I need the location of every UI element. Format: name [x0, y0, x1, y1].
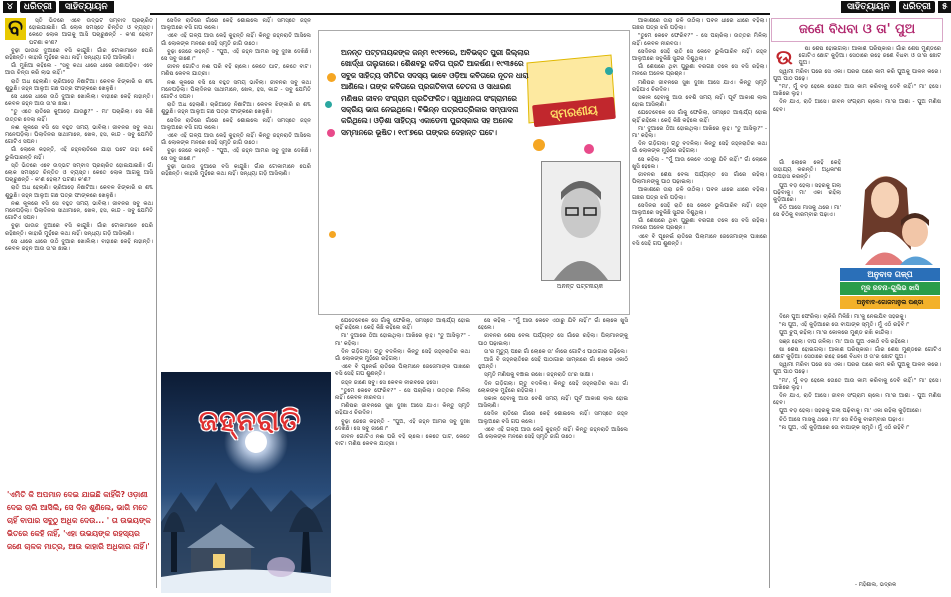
left-header — [3, 1, 114, 13]
paragraph: ଦିନ ଯାଏ, ରାତି ଆସେ। ଜୀବନ ସଂଗ୍ରାମ ଚାଲେ। ମା'ର ଆଶା - ପୁଅ ମଣିଷ ହେବ। — [773, 393, 941, 407]
paragraph: ନଈ କୂଳରେ ବସି ସେ ବହୁତ ସମୟ ଭାବିଲା। ଜୀବନର ସବୁ କଥା ମନେପଡ଼ିଲା। ପିଲାଦିନର ସାଥୀମାନେ, ଖେଳ, ହସ, କାନ୍ଦ - ସବୁ ଯେମିତି ଗୋଟିଏ ସପନ। — [5, 200, 153, 222]
paragraph: ଦିନ ଗଡ଼ିଗଲା। ଋତୁ ବଦଳିଲା। କିନ୍ତୁ ସେହି ଜହ୍ନରାତିର କଥା ଗାଁ ଲୋକଙ୍କ ମୁହଁରେ ରହିଗଲା। — [478, 380, 628, 394]
paragraph: ସ୍ମୃତି ମଣିଷକୁ ବଞ୍ଚାଇ ରଖେ। ଜହ୍ନରାତି ତା'ର ସାକ୍ଷୀ। — [484, 372, 593, 379]
paragraph: ତା'ର ମୃତ୍ୟୁ ପରେ ଗାଁ ଲୋକେ ତା' ନାଁରେ ଗୋଟିଏ ପାଠାଗାର ଗଢ଼ିଲେ। — [484, 348, 628, 355]
paragraph: ଆଜି ବି ଜହ୍ନରାତିରେ ସେହି ପାଠାଗାର ସାମ୍ନାରେ ଗାଁ ଲୋକେ ଏକାଠି ହୁଅନ୍ତି। — [478, 357, 628, 371]
right-story-body — [773, 314, 941, 580]
byline-box — [840, 268, 940, 310]
right-paper-tag: ଧରିତ୍ରୀ — [899, 1, 935, 13]
paragraph: "ତୁମେ କେବେ ଫେରିବ?" - ସେ ପଚାରିଲା। ଉତ୍ତର ମିଳିଲା ନାହିଁ। କେବଳ ନୀରବତା। — [632, 33, 767, 47]
paragraph: ସଞ୍ଜ ହେଲା। ଦୀପ ଜଳିଲା। ମା' ଆଉ ପୁଅ ଏକାଠି ବସି ରହିଲେ। — [779, 338, 909, 345]
paragraph: ସେ କହିଲା - "ମୁଁ ଆଉ କେବେ ଏଠାରୁ ଯିବି ନାହିଁ।" ଗାଁ ଲୋକେ ଖୁସି ହେଲେ। — [632, 156, 767, 170]
paragraph: "ମା', ମୁଁ ବଡ଼ ହେଲେ ତୋତେ ଆଉ କାମ କରିବାକୁ ଦେବି ନାହିଁ।" ମା' ହସେ। ଆଖିରେ ଲୁହ। — [773, 377, 941, 391]
paragraph: ଗାଁ ମୁଖିଆ କହିଲେ - "ସବୁ କଥା ଧୀରେ ଧୀରେ ଜଣାପଡ଼ିବ। ଏବେ ଆଉ ଚିନ୍ତା କରି ଲାଭ ନାହିଁ।" — [5, 63, 153, 77]
paragraph: ସକାଳ ହେବାକୁ ଆଉ ବେଶି ସମୟ ନାହିଁ। ପୂର୍ବ ଆକାଶ ଲାଲ ହୋଇ ଆସିଲାଣି। — [478, 396, 628, 410]
right-page-number: ୫ — [938, 1, 951, 13]
paragraph: ଜୀବନ ଗୋଟିଏ ନଈ ପରି ବହି ଚାଲେ। କେତେ ଘାଟ, କେତେ ବାଟ। ମଣିଷ କେବଳ ଯାତ୍ରୀ। — [161, 64, 311, 78]
mother-child-illustration — [845, 160, 940, 265]
paragraph: ଦିନ ଗଡ଼ିଗଲା। ଋତୁ ବଦଳିଲା। କିନ୍ତୁ ସେହି ଜହ୍ନରାତିର କଥା ଗାଁ ଲୋକଙ୍କ ମୁହଁରେ ରହିଗଲା। — [632, 141, 767, 155]
paragraph: ଦିନ ଯାଏ, ରାତି ଆସେ। ଜୀବନ ସଂଗ୍ରାମ ଚାଲେ। ମା'ର ଆଶା - ପୁଅ ମଣିଷ ହେବ। — [773, 99, 941, 113]
paragraph: ବୁଢ଼ୀ ଭାଉଜ ଦୁଆରେ ବସି କାନ୍ଦୁଛି। ଗାଁର ଟୋକାମାନେ ଘେରି ରହିଛନ୍ତି। କାହାରି ମୁହଁରେ କଥା ନାହିଁ। ସନ୍ଧ୍ୟା ଗଡ଼ି ଆସିଲାଣି। — [5, 47, 153, 62]
paragraph: ଦିନେ ପୁଅ ଫେରିଲା। ଚାକିରି ମିଳିଛି। ମା'କୁ ନେଇଯିବ ସହରକୁ। — [779, 314, 907, 320]
decor-dot — [327, 73, 336, 82]
right-story-intro — [773, 46, 941, 158]
night-illustration — [161, 372, 331, 593]
paragraph: ରାତି ଅଧ ହେଲାଣି। ଚାରିଆଡ଼େ ନିଛାଟିଆ। କେବଳ ଝିଙ୍କାରି ର ଶବ୍ଦ ଶୁଭୁଛି। ଜହ୍ନ ଆଲୁଅ ଗଛ ପତ୍ର ଫାଙ୍କରେ ଖେଳୁଛି। — [5, 78, 153, 92]
paragraph: ଗାଁ ଶେଷରେ ଥିବା ପୁରୁଣା ବରଗଛ ତଳେ ସେ ବସି ରହିଲା। ମନରେ ଅନେକ ପ୍ରଶ୍ନ। — [632, 64, 767, 78]
paragraph: ମା' ଦୁଆରେ ଠିଆ ହୋଇଥିଲା। ଆଖିରେ ଲୁହ। "ତୁ ଆସିଲୁ?" - ମା' କହିଲା। — [632, 125, 767, 140]
paragraph: ଏବେ ଏହି ଗଳ୍ପ ଆଉ କେହି କୁହନ୍ତି ନାହିଁ। କିନ୍ତୁ ଜହ୍ନରାତି ଆସିଲେ ଗାଁ ଲୋକଙ୍କ ମନରେ ସେହି ସ୍ମୃତି ଜାଗି ଉଠେ। — [161, 33, 311, 47]
left-page-number: ୪ — [3, 1, 17, 13]
paragraph: ଚିଠି ଆସେ ମାସକୁ ଥରେ। ମା' ସେ ଚିଠିକୁ ବାରମ୍ବାର ପଢ଼ାଏ। — [773, 205, 841, 219]
decor-dot — [327, 129, 335, 137]
paragraph: ଯେତେବେଳେ ସେ ଗାଁକୁ ଫେରିଲା, ସମସ୍ତେ ଆଶ୍ଚର୍ଯ୍ୟ ହୋଇ ଚାହିଁ ରହିଲେ। କେହି କିଛି କହିଲେ ନାହିଁ। — [632, 110, 767, 124]
paragraph: ସେଦିନ ରାତିରେ ଗାଁରେ କେହି ଶୋଇଲେ ନାହିଁ। ସମସ୍ତେ ଜହ୍ନ ଆଲୁଅରେ ବସି ଗପ କଲେ। — [161, 117, 311, 131]
paragraph: ସେ କହିଲା - "ମୁଁ ଆଉ କେବେ ଏଠାରୁ ଯିବି ନାହିଁ।" ଗାଁ ଲୋକେ ଖୁସି ହେଲେ। — [478, 318, 628, 332]
photo-caption: ଅନନ୍ତ ପଟ୍ଟନାୟକ — [556, 283, 604, 290]
paragraph: ଷା ଶେଷ ହୋଇଗଲା। ଆକାଶ ପରିଷ୍କାର। ଗାଁର ଶେଷ ମୁଣ୍ଡରେ ଗୋଟିଏ ଛୋଟ କୁଡ଼ିଆ। ସେଠାରେ ରହେ ଜଣେ ବିଧବା ଓ ତା'ର ଛୋଟ ପୁଅ। — [798, 46, 941, 67]
paragraph: ଜୀବନ ଗୋଟିଏ ନଈ ପରି ବହି ଚାଲେ। କେତେ ଘାଟ, କେତେ ବାଟ। ମଣିଷ କେବଳ ଯାତ୍ରୀ। — [335, 434, 470, 448]
paragraph: ବୁଢ଼ୀ ଭାଉଜ ଦୁଆରେ ବସି କାନ୍ଦୁଛି। ଗାଁର ଟୋକାମାନେ ଘେରି ରହିଛନ୍ତି। କାହାରି ମୁହଁରେ କଥା ନାହିଁ। ସନ୍ଧ୍ୟା ଗଡ଼ି ଆସିଲାଣି। — [5, 223, 153, 237]
decor-dot — [329, 231, 336, 238]
paragraph: ସ୍ୱାମୀ ମରିବା ପରେ ସେ ଏକା। ପରର ଘରେ କାମ କରି ପୁଅକୁ ପାଳନ କରେ। ପୁଅ ପାଠ ପଢ଼େ। — [773, 362, 941, 376]
pull-quote: 'ଏମିତି କି ଅପମାନ ଦେଇ ଯାଇଛି କାହିଁକି? ଓଡ଼ାଣୀ ଦେଇ ଚାଲି ଆସିଲି, ସେ ଦିନ ଶୁଣିଲେ, ଭାଗି ମତେ ଚାହିଁ ବାପାର ସବୁଠୁ ଅଧିକ ଦେଉ... ' ତା ଉଭୟଙ୍କ ଭିତରେ କେହି ନାହିଁ, 'ଏହା ଉଭୟଙ୍କ ରହସ୍ୟର ଜଣେ ଚାଳକ ମାତ୍ର, ଆଉ କାହାରି ଅଧିକାର ନାହିଁ।' — [7, 490, 151, 551]
paragraph: "ନା ପୁଅ, ଏହି କୁଡ଼ିଆରେ ତୋ ବାପାଙ୍କ ସ୍ମୃତି। ମୁଁ ଏଠି ରହିବି।" — [779, 322, 910, 329]
story-column-4 — [632, 18, 767, 588]
decor-dot — [325, 101, 332, 108]
paragraph: ଏବେ ଏହି ଗଳ୍ପ ଆଉ କେହି କୁହନ୍ତି ନାହିଁ। କିନ୍ତୁ ଜହ୍ନରାତି ଆସିଲେ ଗାଁ ଲୋକଙ୍କ ମନରେ ସେହି ସ୍ମୃତି ଜାଗି ଉଠେ। — [478, 426, 628, 441]
author-photo — [541, 161, 621, 281]
paragraph: ସକାଳ ହେବାକୁ ଆଉ ବେଶି ସମୟ ନାହିଁ। ପୂର୍ବ ଆକାଶ ଲାଲ ହୋଇ ଆସିଲାଣି। — [632, 95, 767, 109]
paragraph: ସେଦିନ ରାତିରେ ଗାଁରେ କେହି ଶୋଇଲେ ନାହିଁ। ସମସ୍ତେ ଜହ୍ନ ଆଲୁଅରେ ବସି ଗପ କଲେ। — [161, 18, 311, 32]
paragraph: ସେଦିନର ସେହି ରାତି ସେ କେବେ ଭୁଲିପାରିବ ନାହିଁ। ଜହ୍ନ ଆଲୁଅରେ ସବୁକିଛି ସୁନ୍ଦର ଦିଶୁଥିଲା। — [632, 202, 767, 217]
paragraph: ଜୀବନର ଶେଷ ବେଳା ପର୍ଯ୍ୟନ୍ତ ସେ ଗାଁରେ ରହିଲା। ପିଲାମାନଙ୍କୁ ପାଠ ପଢ଼ାଇଲା। — [632, 172, 767, 186]
page-header — [0, 0, 948, 14]
byline-label: ଅନୁବାଦ ଗଳ୍ପ — [840, 268, 940, 281]
paragraph: ଗାଁ ଶେଷରେ ଥିବା ପୁରୁଣା ବରଗଛ ତଳେ ସେ ବସି ରହିଲା। ମନରେ ଅନେକ ପ୍ରଶ୍ନ। — [632, 218, 767, 232]
column-divider — [769, 18, 770, 588]
paragraph: ବୁଢ଼ା ଜେଜେ କହନ୍ତି - "ପୁଅ, ଏହି ଜହ୍ନ ଆମର ସବୁ ଦୁଃଖ ଦେଖିଛି। ସେ ସବୁ ଜାଣେ।" — [335, 418, 470, 432]
paragraph: ରାତି ଅଧ ହେଲାଣି। ଚାରିଆଡ଼େ ନିଛାଟିଆ। କେବଳ ଝିଙ୍କାରି ର ଶବ୍ଦ ଶୁଭୁଛି। ଜହ୍ନ ଆଲୁଅ ଗଛ ପତ୍ର ଫାଙ୍କରେ ଖେଳୁଛି। — [161, 102, 311, 116]
story-column-5 — [335, 318, 470, 593]
paragraph: ସେଦିନର ସେହି ରାତି ସେ କେବେ ଭୁଲିପାରିବ ନାହିଁ। ଜହ୍ନ ଆଲୁଅରେ ସବୁକିଛି ସୁନ୍ଦର ଦିଶୁଥିଲା। — [632, 48, 767, 63]
byline-translator: ଅନୁବାଦ–ଗୋଜମାନୁଲ ପଣ୍ଡା — [840, 296, 940, 309]
paragraph: ସେ ଧୀରେ ଧୀରେ ଉଠି ଦୁଆର ଖୋଲିଲା। ବାହାରେ କେହି ନାହାନ୍ତି। କେବଳ ଜହ୍ନ ଆଉ ତା'ର ଛାଇ। — [5, 238, 153, 253]
paragraph: ଏବେ ବି ପୂନେଇଁ ରାତିରେ ପିଲାମାନେ ଜେଜେମାଙ୍କ ପାଖରେ ବସି ସେହି ଗପ ଶୁଣନ୍ତି। — [632, 233, 767, 247]
paragraph: "ତୁ ଏତେ ରାତିରେ କୁଆଡ଼େ ଯାଉଛୁ?" - ମା' ପଚାରିଲା। ସେ କିଛି ଉତ୍ତର ଦେଲା ନାହିଁ। — [5, 109, 153, 123]
paragraph: ସ୍ତି ଭିତରେ ଏବେ ଉଦ୍ଭଟ ସମ୍ବାଦ ପ୍ରଚାରିତ ହୋଇଯାଇଛି। ଗାଁ ଲୋକ ସମସ୍ତେ ଚିନ୍ତିତ ଓ ବ୍ୟସ୍ତ। କେତେ ଲୋକ ଆଗକୁ ଆସି ପଚାରୁଛନ୍ତି - କ'ଣ ହେଲା? ଘଟଣା କ'ଣ? — [5, 162, 153, 184]
paragraph: ଗାଁ ଲୋକେ କେହି କେହି ସାହାଯ୍ୟ କରନ୍ତି। ଅଧିକାଂଶ ଉପହାସ କରନ୍ତି। — [773, 160, 841, 181]
paragraph: ନଈ କୂଳରେ ବସି ସେ ବହୁତ ସମୟ ଭାବିଲା। ଜୀବନର ସବୁ କଥା ମନେପଡ଼ିଲା। ପିଲାଦିନର ସାଥୀମାନେ, ଖେଳ, ହସ, କାନ୍ଦ - ସବୁ ଯେମିତି ଗୋଟିଏ ସପନ। — [5, 124, 153, 146]
left-section-title: ସାହିତ୍ୟାୟନ — [59, 1, 114, 13]
paragraph: ସ୍ୱାମୀ ମରିବା ପରେ ସେ ଏକା। ପରର ଘରେ କାମ କରି ପୁଅକୁ ପାଳନ କରେ। ପୁଅ ପାଠ ପଢ଼େ। — [773, 68, 941, 82]
story-column-2 — [161, 18, 311, 368]
paragraph: ଆକାଶରେ ତାରା ଜଳି ଉଠିଲା। ପବନ ଧୀରେ ଧୀରେ ବହିଲା। ଗଛର ପତ୍ର ଝରି ପଡ଼ିଲା। — [632, 18, 767, 32]
paragraph: ମଣିଷର ଜୀବନରେ ସୁଖ ଦୁଃଖ ଆସେ ଯାଏ। କିନ୍ତୁ ସ୍ମୃତି ରହିଯାଏ ଚିରଦିନ। — [335, 403, 470, 417]
biography-title: ସ୍ମରଣୀୟ — [532, 97, 616, 127]
dropcap: ବ — [5, 18, 26, 40]
byline-original: ମୂଳ ରଚନା–ଗୁଲିଭ ଝାସି — [840, 282, 940, 295]
paragraph: ଷା ଶେଷ ହୋଇଗଲା। ଆକାଶ ପରିଷ୍କାର। ଗାଁର ଶେଷ ମୁଣ୍ଡରେ ଗୋଟିଏ ଛୋଟ କୁଡ଼ିଆ। ସେଠାରେ ରହେ ଜଣେ ବିଧବା ଓ ତା'ର ଛୋଟ ପୁଅ। — [773, 346, 941, 361]
portrait-illustration — [845, 160, 940, 265]
paragraph: ପୁଅ ଚୁପ୍ ରହିଲା। ମା'ର କୋଳରେ ମୁଣ୍ଡ ରଖି କାନ୍ଦିଲା। — [779, 330, 892, 337]
paragraph: ନଈ କୂଳରେ ବସି ସେ ବହୁତ ସମୟ ଭାବିଲା। ଜୀବନର ସବୁ କଥା ମନେପଡ଼ିଲା। ପିଲାଦିନର ସାଥୀମାନେ, ଖେଳ, ହସ, କାନ୍ଦ - ସବୁ ଯେମିତି ଗୋଟିଏ ସପନ। — [161, 79, 311, 101]
paragraph: ଆକାଶରେ ତାରା ଜଳି ଉଠିଲା। ପବନ ଧୀରେ ଧୀରେ ବହିଲା। ଗଛର ପତ୍ର ଝରି ପଡ଼ିଲା। — [632, 187, 767, 201]
paragraph: ମଣିଷର ଜୀବନରେ ସୁଖ ଦୁଃଖ ଆସେ ଯାଏ। କିନ୍ତୁ ସ୍ମୃତି ରହିଯାଏ ଚିରଦିନ। — [632, 79, 767, 93]
paragraph: "ନା ପୁଅ, ଏହି କୁଡ଼ିଆରେ ତୋ ବାପାଙ୍କ ସ୍ମୃତି। ମୁଁ ଏଠି ରହିବି।" — [779, 424, 910, 431]
paragraph: ପୁଅ ବଡ଼ ହେଲା। ସହରକୁ ଗଲା ପଢ଼ିବାକୁ। ମା' ଏକା ରହିଲା କୁଡ଼ିଆରେ। — [779, 408, 922, 415]
paragraph: ଏବେ ଏହି ଗଳ୍ପ ଆଉ କେହି କୁହନ୍ତି ନାହିଁ। କିନ୍ତୁ ଜହ୍ନରାତି ଆସିଲେ ଗାଁ ଲୋକଙ୍କ ମନରେ ସେହି ସ୍ମୃତି ଜାଗି ଉଠେ। — [161, 133, 311, 147]
right-header — [838, 1, 951, 13]
story-end-note: - ମହିଶାଲ, ଭଦ୍ରକ — [855, 582, 897, 588]
right-story-title: ଜଣେ ବିଧବା ଓ ତା' ପୁଅ — [771, 18, 943, 42]
paragraph: ବୁଢ଼ା ଜେଜେ କହନ୍ତି - "ପୁଅ, ଏହି ଜହ୍ନ ଆମର ସବୁ ଦୁଃଖ ଦେଖିଛି। ସେ ସବୁ ଜାଣେ।" — [161, 148, 311, 162]
paragraph: ବୁଢ଼ା ଜେଜେ କହନ୍ତି - "ପୁଅ, ଏହି ଜହ୍ନ ଆମର ସବୁ ଦୁଃଖ ଦେଖିଛି। ସେ ସବୁ ଜାଣେ।" — [161, 48, 311, 63]
paragraph: "ତୁମେ କେବେ ଫେରିବ?" - ସେ ପଚାରିଲା। ଉତ୍ତର ମିଳିଲା ନାହିଁ। କେବଳ ନୀରବତା। — [335, 387, 470, 402]
paragraph: ବୁଢ଼ୀ ଭାଉଜ ଦୁଆରେ ବସି କାନ୍ଦୁଛି। ଗାଁର ଟୋକାମାନେ ଘେରି ରହିଛନ୍ତି। କାହାରି ମୁହଁରେ କଥା ନାହିଁ। ସନ୍ଧ୍ୟା ଗଡ଼ି ଆସିଲାଣି। — [161, 163, 311, 178]
header-rule — [150, 13, 770, 15]
paragraph: ସେ ଧୀରେ ଧୀରେ ଉଠି ଦୁଆର ଖୋଲିଲା। ବାହାରେ କେହି ନାହାନ୍ତି। କେବଳ ଜହ୍ନ ଆଉ ତା'ର ଛାଇ। — [5, 94, 153, 108]
paragraph: ସ୍ତି ଭିତରେ ଏବେ ଉଦ୍ଭଟ ସମ୍ବାଦ ପ୍ରଚାରିତ ହୋଇଯାଇଛି। ଗାଁ ଲୋକ ସମସ୍ତେ ଚିନ୍ତିତ ଓ ବ୍ୟସ୍ତ। କେତେ ଲୋକ ଆଗକୁ ଆସି ପଚାରୁଛନ୍ତି - କ'ଣ ହେଲା? ଘଟଣା କ'ଣ? — [29, 18, 153, 46]
paragraph: ସେଦିନ ରାତିରେ ଗାଁରେ କେହି ଶୋଇଲେ ନାହିଁ। ସମସ୍ତେ ଜହ୍ନ ଆଲୁଅରେ ବସି ଗପ କଲେ। — [478, 411, 628, 425]
paragraph: ରାତି ଅଧ ହେଲାଣି। ଚାରିଆଡ଼େ ନିଛାଟିଆ। କେବଳ ଝିଙ୍କାରି ର ଶବ୍ଦ ଶୁଭୁଛି। ଜହ୍ନ ଆଲୁଅ ଗଛ ପତ୍ର ଫାଙ୍କରେ ଖେଳୁଛି। — [5, 185, 153, 199]
paragraph: "ମା', ମୁଁ ବଡ଼ ହେଲେ ତୋତେ ଆଉ କାମ କରିବାକୁ ଦେବି ନାହିଁ।" ମା' ହସେ। ଆଖିରେ ଲୁହ। — [773, 84, 941, 98]
right-story-side-column — [773, 160, 841, 310]
biography-text: ଅନନ୍ତ ପଟ୍ଟନାୟକଙ୍କ ଜନ୍ମ ୧୯୧୨ରେ, ଅବିଭକ୍ତ ପୁରୀ ଜିଲ୍ଲାର ଖୋର୍ଦ୍ଧା ତାଲୁକାରେ। ଶୈଶବରୁ କବିତା ପ୍ରତି ଆକର୍ଷଣ। ୧୯୩୫ରେ ସବୁଜ ସାହିତ୍ୟ ସମିତିର ସଦସ୍ୟ ଭାବେ ଓଡ଼ିଆ କବିତାରେ ନୂତନ ଧାରା ଆଣିଲେ। ତାଙ୍କ କବିତାରେ ପ୍ରଗତିବାଦୀ ଚେତନା ଓ ସାଧାରଣ ମଣିଷର ଜୀବନ ସଂଗ୍ରାମ ପ୍ରତିଫଳିତ। ସ୍ୱାଧୀନତା ସଂଗ୍ରାମରେ ସକ୍ରିୟ ଭାଗ ନେଇଥିଲେ। ବିଭିନ୍ନ ପତ୍ରପତ୍ରିକାର ସମ୍ପାଦନା କରିଥିଲେ। ଓଡ଼ିଶା ସାହିତ୍ୟ ଏକାଡେମୀ ପୁରସ୍କାର ସହ ଅନେକ ସମ୍ମାନରେ ଭୂଷିତ। ୧୯୮୭ରେ ତାଙ୍କର ଦେହାନ୍ତ ଘଟେ। — [341, 48, 530, 137]
paragraph: ଚିଠି ଆସେ ମାସକୁ ଥରେ। ମା' ସେ ଚିଠିକୁ ବାରମ୍ବାର ପଢ଼ାଏ। — [779, 416, 904, 423]
biography-box — [318, 30, 630, 315]
dropcap: ଉ — [773, 46, 796, 68]
paragraph: ଜୀବନର ଶେଷ ବେଳା ପର୍ଯ୍ୟନ୍ତ ସେ ଗାଁରେ ରହିଲା। ପିଲାମାନଙ୍କୁ ପାଠ ପଢ଼ାଇଲା। — [478, 333, 628, 347]
paragraph: ଯେତେବେଳେ ସେ ଗାଁକୁ ଫେରିଲା, ସମସ୍ତେ ଆଶ୍ଚର୍ଯ୍ୟ ହୋଇ ଚାହିଁ ରହିଲେ। କେହି କିଛି କହିଲେ ନାହିଁ। — [335, 318, 470, 332]
paragraph: ପୁଅ ବଡ଼ ହେଲା। ସହରକୁ ଗଲା ପଢ଼ିବାକୁ। ମା' ଏକା ରହିଲା କୁଡ଼ିଆରେ। — [773, 182, 841, 204]
paragraph: ମା' ଦୁଆରେ ଠିଆ ହୋଇଥିଲା। ଆଖିରେ ଲୁହ। "ତୁ ଆସିଲୁ?" - ମା' କହିଲା। — [335, 333, 470, 347]
paragraph: ଦିନ ଗଡ଼ିଗଲା। ଋତୁ ବଦଳିଲା। କିନ୍ତୁ ସେହି ଜହ୍ନରାତିର କଥା ଗାଁ ଲୋକଙ୍କ ମୁହଁରେ ରହିଗଲା। — [335, 348, 470, 363]
paragraph: ଗାଁ ଲୋକେ କହନ୍ତି, ଏହି ଜହ୍ନରାତିରେ ଯାହା ଘଟେ ତାହା କେହି ଭୁଲିପାରନ୍ତି ନାହିଁ। — [5, 147, 153, 161]
paragraph: ଜହ୍ନ ଜାଣେ ସବୁ। ସେ କେବଳ ନୀରବରେ ହସେ। — [341, 379, 439, 386]
portrait-illustration — [542, 162, 620, 280]
right-section-title: ସାହିତ୍ୟାୟନ — [841, 1, 896, 13]
night-story-title: ଜହ୍ନରାତି — [198, 404, 302, 437]
paragraph: ଏବେ ବି ପୂନେଇଁ ରାତିରେ ପିଲାମାନେ ଜେଜେମାଙ୍କ ପାଖରେ ବସି ସେହି ଗପ ଶୁଣନ୍ତି। — [335, 364, 470, 378]
story-column-6 — [478, 318, 628, 593]
story-column-1 — [5, 18, 153, 486]
left-paper-tag: ଧରିତ୍ରୀ — [20, 1, 56, 13]
